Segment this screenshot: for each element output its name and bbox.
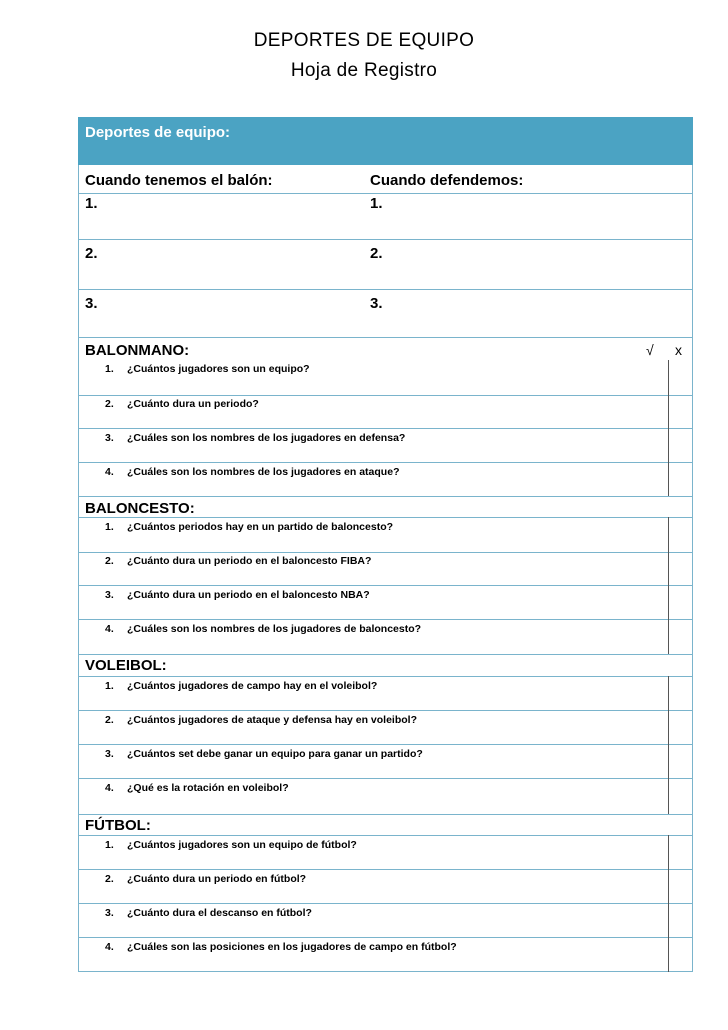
divider [78, 654, 693, 655]
defense-row-3: 3. [370, 295, 383, 312]
question-text: ¿Cuántos jugadores de campo hay en el voleibol? [127, 680, 378, 692]
question-text: ¿Qué es la rotación en voleibol? [127, 782, 289, 794]
divider [78, 869, 693, 870]
check-mark: √ [646, 342, 654, 358]
attack-label: Cuando tenemos el balón: [85, 172, 273, 189]
question-number: 4. [105, 623, 114, 635]
question-number: 2. [105, 714, 114, 726]
answer-column-divider [668, 517, 669, 654]
document-subtitle: Hoja de Registro [290, 60, 438, 81]
divider [78, 552, 693, 553]
question-number: 2. [105, 555, 114, 567]
divider [78, 619, 693, 620]
question-text: ¿Cuánto dura un periodo en el baloncesto FIBA? [127, 555, 372, 567]
question-number: 1. [105, 839, 114, 851]
question-number: 4. [105, 941, 114, 953]
question [105, 748, 423, 760]
question-number: 1. [105, 680, 114, 692]
sheet-header-label: Deportes de equipo: [85, 124, 231, 141]
divider [78, 676, 693, 677]
divider [78, 778, 693, 779]
question-number: 3. [105, 907, 114, 919]
divider [78, 496, 693, 497]
question-text: ¿Cuánto dura un periodo en el baloncesto NBA? [127, 589, 370, 601]
answer-column-divider [668, 676, 669, 814]
defense-label: Cuando defendemos: [370, 172, 524, 189]
cross-mark: x [675, 342, 682, 358]
question-text: ¿Cuántos jugadores son un equipo? [127, 363, 310, 375]
question-text: ¿Cuáles son las posiciones en los jugadores de campo en fútbol? [127, 941, 457, 953]
divider [78, 337, 693, 338]
question-text: ¿Cuánto dura un periodo en fútbol? [127, 873, 307, 885]
attack-row-3: 3. [85, 295, 98, 312]
question-text: ¿Cuántos jugadores de ataque y defensa hay en voleibol? [127, 714, 417, 726]
answer-column-divider [668, 835, 669, 972]
attack-row-2: 2. [85, 245, 98, 262]
question-text: ¿Cuáles son los nombres de los jugadores de baloncesto? [127, 623, 422, 635]
divider [78, 395, 693, 396]
defense-row-2: 2. [370, 245, 383, 262]
question [105, 680, 377, 692]
question-number: 2. [105, 873, 114, 885]
question-text: ¿Cuántos jugadores son un equipo de fútbol? [127, 839, 357, 851]
question [105, 782, 289, 794]
question [105, 398, 259, 410]
question [105, 432, 405, 444]
divider [78, 289, 693, 290]
question-text: ¿Cuánto dura un periodo? [127, 398, 259, 410]
section-title-voleibol: VOLEIBOL: [85, 657, 167, 674]
divider [78, 462, 693, 463]
question-text: ¿Cuáles son los nombres de los jugadores en ataque? [127, 466, 400, 478]
question [105, 839, 357, 851]
question [105, 555, 371, 567]
question [105, 363, 310, 375]
question-number: 3. [105, 748, 114, 760]
question-number: 4. [105, 782, 114, 794]
divider [78, 710, 693, 711]
divider [78, 814, 693, 815]
divider [78, 835, 693, 836]
attack-row-1: 1. [85, 195, 98, 212]
question-number: 3. [105, 432, 114, 444]
document-title: DEPORTES DE EQUIPO [253, 30, 475, 51]
question-text: ¿Cuántos set debe ganar un equipo para ganar un partido? [127, 748, 423, 760]
question [105, 907, 312, 919]
question [105, 521, 393, 533]
question-number: 1. [105, 363, 114, 375]
question-number: 1. [105, 521, 114, 533]
divider [78, 744, 693, 745]
divider [78, 239, 693, 240]
divider [78, 903, 693, 904]
sheet-header [78, 117, 693, 165]
question [105, 623, 421, 635]
question [105, 941, 457, 953]
defense-row-1: 1. [370, 195, 383, 212]
question-text: ¿Cuánto dura el descanso en fútbol? [127, 907, 312, 919]
question [105, 873, 306, 885]
question-number: 2. [105, 398, 114, 410]
section-title-baloncesto: BALONCESTO: [85, 500, 195, 517]
question-text: ¿Cuántos periodos hay en un partido de baloncesto? [127, 521, 394, 533]
section-title-balonmano: BALONMANO: [85, 342, 190, 359]
question [105, 466, 399, 478]
divider [78, 193, 693, 194]
section-title-futbol: FÚTBOL: [85, 817, 151, 834]
question [105, 714, 417, 726]
answer-column-divider [668, 360, 669, 496]
question-text: ¿Cuáles son los nombres de los jugadores en defensa? [127, 432, 406, 444]
divider [78, 585, 693, 586]
question-number: 4. [105, 466, 114, 478]
divider [78, 937, 693, 938]
question [105, 589, 370, 601]
question-number: 3. [105, 589, 114, 601]
divider [78, 428, 693, 429]
divider [78, 517, 693, 518]
